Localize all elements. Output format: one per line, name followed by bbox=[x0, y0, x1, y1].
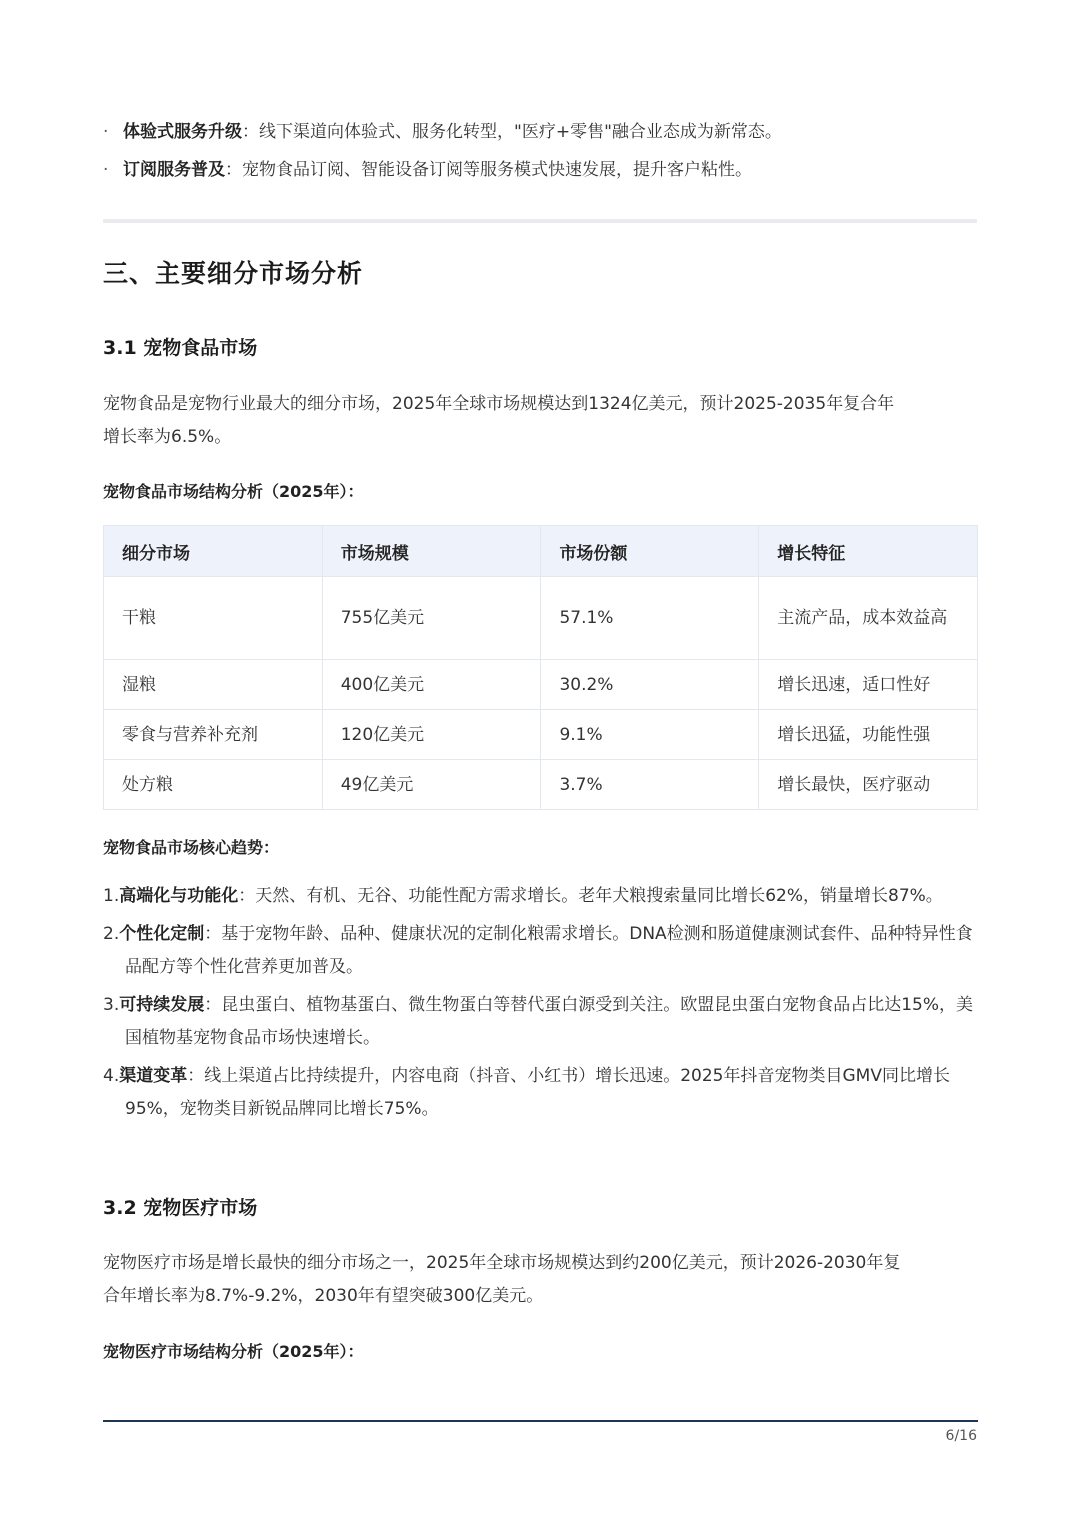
bullet-dot: · bbox=[103, 122, 109, 142]
table-row bbox=[104, 760, 978, 810]
bullet-term: 订阅服务普及 bbox=[123, 160, 225, 180]
column-header: 细分市场 bbox=[104, 526, 323, 577]
table-cell: 3.7% bbox=[541, 760, 759, 810]
column-header: 增长特征 bbox=[759, 526, 978, 577]
bullet-list bbox=[103, 115, 977, 191]
table-row bbox=[104, 710, 978, 760]
bullet-term: 体验式服务升级 bbox=[123, 122, 242, 142]
section-divider bbox=[103, 219, 977, 223]
table-cell: 增长最快，医疗驱动 bbox=[759, 760, 978, 810]
table-cell: 120亿美元 bbox=[322, 710, 541, 760]
list-term: 可持续发展 bbox=[119, 995, 205, 1015]
table-cell: 湿粮 bbox=[104, 660, 323, 710]
bullet-text: ：宠物食品订阅、智能设备订阅等服务模式快速发展，提升客户粘性。 bbox=[225, 160, 752, 180]
bullet-item bbox=[103, 153, 977, 191]
footer-rule bbox=[103, 1420, 978, 1422]
section-title: 三、主要细分市场分析 bbox=[103, 259, 364, 288]
food-market-table bbox=[103, 525, 978, 810]
subsection-title-3-2: 3.2 宠物医疗市场 bbox=[103, 1197, 258, 1219]
table-cell: 57.1% bbox=[541, 577, 759, 660]
list-number: 1. bbox=[103, 886, 120, 906]
column-header: 市场规模 bbox=[322, 526, 541, 577]
bullet-text: ：线下渠道向体验式、服务化转型，"医疗+零售"融合业态成为新常态。 bbox=[242, 122, 782, 142]
bullet-dot: · bbox=[103, 160, 109, 180]
list-item bbox=[103, 880, 977, 913]
list-item bbox=[103, 1060, 977, 1126]
column-header: 市场份额 bbox=[541, 526, 759, 577]
paragraph-line: 增长率为6.5%。 bbox=[103, 427, 232, 447]
table-cell: 30.2% bbox=[541, 660, 759, 710]
list-text: ：昆虫蛋白、植物基蛋白、微生物蛋白等替代蛋白源受到关注。欧盟昆虫蛋白宠物食品占比达15%，美国植物基宠物食品市场快速增长。 bbox=[125, 995, 974, 1048]
list-text: ：基于宠物年龄、品种、健康状况的定制化粮需求增长。DNA检测和肠道健康测试套件、品种特异性食品配方等个性化营养更加普及。 bbox=[125, 924, 973, 977]
bullet-item bbox=[103, 115, 977, 153]
table-cell: 主流产品，成本效益高 bbox=[759, 577, 978, 660]
table-cell: 400亿美元 bbox=[322, 660, 541, 710]
trends-caption: 宠物食品市场核心趋势： bbox=[103, 838, 280, 857]
table-cell: 零食与营养补充剂 bbox=[104, 710, 323, 760]
paragraph-line: 合年增长率为8.7%-9.2%，2030年有望突破300亿美元。 bbox=[103, 1286, 544, 1306]
list-term: 高端化与功能化 bbox=[119, 886, 239, 906]
list-number: 3. bbox=[103, 995, 120, 1015]
paragraph-line: 宠物食品是宠物行业最大的细分市场，2025年全球市场规模达到1324亿美元，预计2025-2035年复合年 bbox=[103, 394, 895, 414]
table-cell: 处方粮 bbox=[104, 760, 323, 810]
list-item bbox=[103, 989, 977, 1055]
list-text: ：线上渠道占比持续提升，内容电商（抖音、小红书）增长迅速。2025年抖音宠物类目GMV同比增长95%，宠物类目新锐品牌同比增长75%。 bbox=[125, 1066, 950, 1119]
list-item bbox=[103, 918, 977, 984]
table-cell: 干粮 bbox=[104, 577, 323, 660]
list-term: 渠道变革 bbox=[119, 1066, 188, 1086]
list-number: 2. bbox=[103, 924, 120, 944]
trends-list bbox=[103, 880, 977, 1131]
paragraph-line: 宠物医疗市场是增长最快的细分市场之一，2025年全球市场规模达到约200亿美元，预计2026-2030年复 bbox=[103, 1253, 901, 1273]
page-number: 6/16 bbox=[945, 1428, 977, 1444]
list-term: 个性化定制 bbox=[119, 924, 205, 944]
table-cell: 49亿美元 bbox=[322, 760, 541, 810]
intro-paragraph-3-1 bbox=[103, 388, 977, 454]
table-cell: 9.1% bbox=[541, 710, 759, 760]
table-row bbox=[104, 660, 978, 710]
table-caption-food: 宠物食品市场结构分析（2025年）： bbox=[103, 482, 364, 501]
table-caption-medical: 宠物医疗市场结构分析（2025年）： bbox=[103, 1342, 364, 1361]
intro-paragraph-3-2 bbox=[103, 1247, 977, 1313]
table-row bbox=[104, 577, 978, 660]
table-cell: 增长迅猛，功能性强 bbox=[759, 710, 978, 760]
list-text: ：天然、有机、无谷、功能性配方需求增长。老年犬粮搜索量同比增长62%，销量增长87%。 bbox=[238, 886, 943, 906]
list-number: 4. bbox=[103, 1066, 120, 1086]
table-header-row bbox=[104, 526, 978, 577]
subsection-title-3-1: 3.1 宠物食品市场 bbox=[103, 337, 258, 359]
table-cell: 755亿美元 bbox=[322, 577, 541, 660]
table-cell: 增长迅速，适口性好 bbox=[759, 660, 978, 710]
